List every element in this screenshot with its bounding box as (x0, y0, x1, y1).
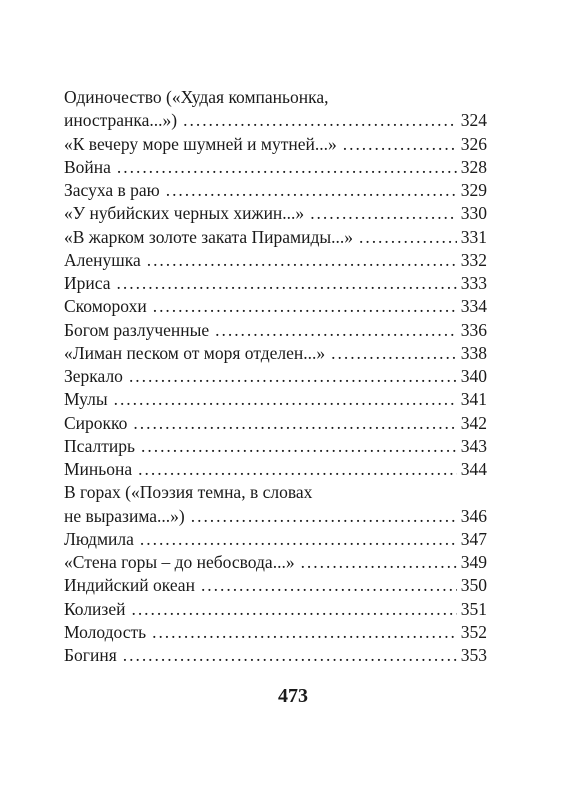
toc-entry (64, 249, 487, 272)
toc-entry (64, 598, 487, 621)
toc-entry-line (64, 226, 487, 249)
dot-leader (129, 365, 457, 388)
toc-entry-title: Молодость (64, 621, 147, 642)
toc-entry-page: 346 (460, 505, 487, 526)
toc-entry-page: 344 (460, 459, 487, 479)
toc-entry-page: 330 (460, 203, 487, 224)
toc-entry-line (64, 435, 487, 458)
toc-entry-title: «К вечеру море шумней и мутней...» (64, 133, 337, 154)
toc-entry-page: 353 (460, 645, 487, 665)
toc-entry-line (64, 621, 487, 644)
toc-entry-page: 351 (460, 598, 487, 619)
toc-entry-page: 343 (460, 435, 487, 456)
dot-leader (301, 551, 457, 574)
toc-entry-line (64, 598, 487, 621)
toc-entry-line (64, 179, 487, 202)
toc-entry-page: 331 (460, 226, 487, 247)
toc-entry (64, 272, 487, 295)
dot-leader (215, 319, 457, 342)
toc-entry (64, 528, 487, 551)
toc-entry (64, 365, 487, 388)
toc-entry-title: Богом разлученные (64, 319, 210, 340)
toc-entry (64, 551, 487, 574)
dot-leader (331, 342, 457, 365)
toc-entry-title: Скоморохи (64, 296, 147, 317)
toc-entry (64, 644, 487, 667)
toc-entry (64, 342, 487, 365)
toc-entry-page: 324 (460, 110, 487, 131)
toc-entry-title: Людмила (64, 528, 134, 549)
dot-leader (117, 272, 457, 295)
toc-entry-line (64, 551, 487, 574)
toc-entry-page: 332 (460, 249, 487, 270)
toc-entry-title: Ириса (64, 273, 111, 293)
dot-leader (359, 226, 457, 249)
dot-leader (201, 574, 457, 597)
toc-entry-page: 342 (460, 412, 487, 433)
toc-entry (64, 156, 487, 179)
page-number: 473 (278, 685, 308, 707)
toc-entry (64, 319, 487, 342)
dot-leader (343, 133, 457, 156)
toc-entry (64, 226, 487, 249)
toc-entry (64, 435, 487, 458)
toc-entry-line (64, 458, 487, 481)
dot-leader (140, 528, 457, 551)
toc-entry-line (64, 86, 487, 109)
toc-entry (64, 621, 487, 644)
dot-leader (138, 458, 457, 481)
toc-entry-title: иностранка...») (64, 110, 178, 131)
dot-leader (310, 202, 457, 225)
dot-leader (152, 621, 457, 644)
toc-entry-line (64, 644, 487, 667)
toc-entry-line (64, 365, 487, 388)
toc-entry-page: 328 (460, 156, 487, 177)
toc-entry-line (64, 528, 487, 551)
toc-entry-line (64, 412, 487, 435)
toc-entry-title: Богиня (64, 645, 117, 665)
toc-entry-title: Колизей (64, 598, 126, 619)
toc-entry-title: Зеркало (64, 366, 123, 386)
toc-entry-title: В горах («Поэзия темна, в словах (64, 482, 313, 503)
dot-leader (141, 435, 457, 458)
toc-entry-line (64, 505, 487, 528)
toc-entry (64, 86, 487, 133)
toc-entry-title: Аленушка (64, 249, 141, 270)
toc-entry (64, 133, 487, 156)
toc-entry-title: Война (64, 156, 111, 177)
toc-entry (64, 202, 487, 225)
toc-entry-line (64, 133, 487, 156)
toc-entry-line (64, 388, 487, 411)
toc-entry (64, 574, 487, 597)
dot-leader (153, 295, 457, 318)
toc-entry-page: 350 (460, 575, 487, 596)
dot-leader (147, 249, 457, 272)
toc-entry-title: Мулы (64, 389, 108, 410)
toc-entry-title: «В жарком золоте заката Пирамиды...» (64, 226, 353, 247)
toc-entry-page: 338 (460, 342, 487, 363)
toc-entry-line (64, 272, 487, 295)
toc-entry-page: 341 (460, 389, 487, 410)
toc-entry-line (64, 249, 487, 272)
toc-entry-line (64, 202, 487, 225)
toc-entry (64, 388, 487, 411)
dot-leader (131, 598, 456, 621)
table-of-contents (64, 86, 487, 667)
dot-leader (183, 109, 457, 132)
toc-entry-title: «У нубийских черных хижин...» (64, 203, 305, 224)
toc-entry-title: не выразима...») (64, 505, 185, 526)
toc-entry-title: Сирокко (64, 412, 128, 433)
toc-entry (64, 295, 487, 318)
toc-entry-title: Индийский океан (64, 575, 195, 596)
dot-leader (166, 179, 457, 202)
toc-entry-page: 349 (460, 552, 487, 572)
toc-entry-page: 347 (460, 528, 487, 549)
toc-entry-title: Засуха в раю (64, 180, 160, 200)
toc-entry-page: 340 (460, 366, 487, 386)
toc-entry-page: 326 (460, 133, 487, 154)
toc-entry-line (64, 481, 487, 504)
toc-entry (64, 458, 487, 481)
dot-leader (114, 388, 457, 411)
toc-entry-line (64, 156, 487, 179)
toc-entry-title: «Лиман песком от моря отделен...» (64, 342, 326, 363)
dot-leader (117, 156, 457, 179)
toc-entry-page: 352 (460, 621, 487, 642)
toc-entry-line (64, 109, 487, 132)
toc-entry (64, 481, 487, 528)
toc-entry-line (64, 574, 487, 597)
toc-entry (64, 179, 487, 202)
toc-entry-line (64, 319, 487, 342)
toc-entry-line (64, 295, 487, 318)
dot-leader (123, 644, 457, 667)
toc-entry-page: 334 (460, 296, 487, 317)
dot-leader (133, 412, 456, 435)
toc-entry-title: Псалтирь (64, 435, 136, 456)
toc-entry-line (64, 342, 487, 365)
toc-entry-page: 336 (460, 319, 487, 340)
toc-entry-title: Миньона (64, 459, 133, 479)
toc-entry (64, 412, 487, 435)
toc-entry-page: 329 (460, 180, 487, 200)
toc-entry-title: Одиночество («Худая компаньонка, (64, 87, 329, 107)
dot-leader (191, 505, 457, 528)
toc-entry-title: «Стена горы – до небосвода...» (64, 552, 295, 572)
toc-entry-page: 333 (460, 273, 487, 293)
